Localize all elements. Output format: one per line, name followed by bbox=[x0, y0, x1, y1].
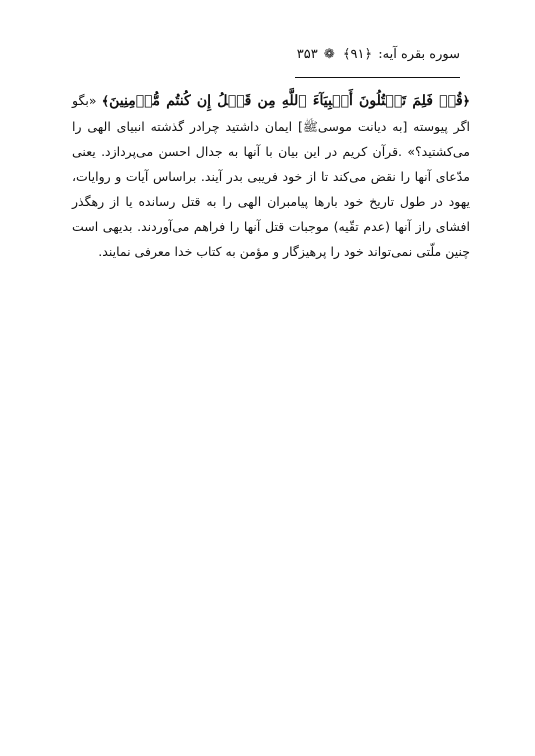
ornament-icon: ❁ bbox=[323, 47, 335, 62]
body-paragraph bbox=[72, 88, 470, 264]
commentary-text: «بگو اگر پیوسته [به دیانت موسی‌ﷺ] ایمان داشتید چرادر گذشته انبیای الهی را می‌کشتید؟» .قرآن کریم در این بیان با آنها به جدال احسن می‌پردازد. یعنی مدّعای آنها را نقض می‌کند تا از خود فریبی بدر آیند. براساس آیات و روایات، یهود در طول تاریخ خود بارها پیامبران الهی را به قتل رسانده یا از رهگذر افشای راز آنها (عدم تقّیه) موجبات قتل آنها را فراهم می‌آوردند. بدیهی است چنین ملّتی نمی‌تواند خود را پرهیزگار و مؤمن به کتاب خدا معرفی نمایند. bbox=[72, 93, 470, 259]
verse-close-bracket: ﴾ bbox=[101, 93, 110, 108]
surah-label: سوره بقره آیه: bbox=[378, 47, 460, 62]
page-number: ۳۵۳ bbox=[296, 47, 318, 62]
quran-verse: قُلۡ فَلِمَ تَقۡتُلُونَ أَنۢبِيَآءَ ٱللَّهِ مِن قَبۡلُ إِن كُنتُم مُّؤۡمِنِينَ bbox=[109, 93, 463, 109]
verse-open-bracket: ﴿ bbox=[462, 93, 470, 108]
page-header bbox=[295, 47, 460, 71]
page-body bbox=[72, 88, 470, 264]
ayah-number: ﴿۹۱﴾ bbox=[342, 47, 373, 62]
header-divider bbox=[295, 77, 460, 78]
